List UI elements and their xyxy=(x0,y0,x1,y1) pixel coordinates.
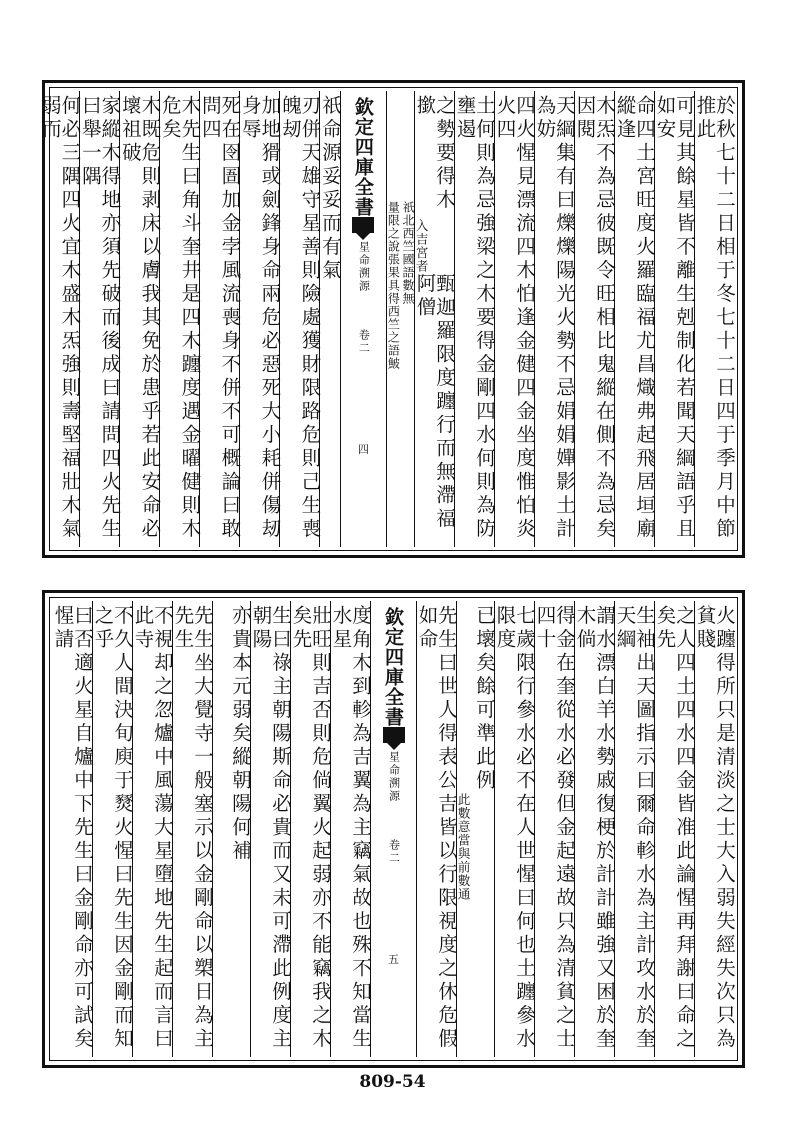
text-column: 生曰祿主朝陽斯命必貴而又未可滯此例度主朝陽 xyxy=(250,601,290,1057)
text-column: 家縱木得地亦須先破而後成曰請問四火先生曰舉一隅 xyxy=(79,91,119,547)
note-line: 此數意當 xyxy=(456,793,472,847)
text-column-with-note xyxy=(414,91,454,547)
folio-number: 五 xyxy=(388,953,399,966)
text-column: 祇命源妥妥而有氣 xyxy=(319,91,340,547)
inline-note xyxy=(457,793,494,901)
text-column: 命四土宮旺度火羅臨福尤昌熾弗起飛居垣廟縱逢 xyxy=(614,91,654,547)
text-column-with-note xyxy=(456,601,494,1057)
text-column: 先生坐大覺寺一般塞示以金剛命以槊日為主先生 xyxy=(172,601,212,1057)
fish-tail-mark-icon xyxy=(352,217,374,233)
text-column: 加地猾或劍鋒身命兩危必惡死大小耗併傷刼身辱 xyxy=(239,91,279,547)
main-text: 甄迦羅限度躔行而無滯福阿僧 xyxy=(413,273,456,532)
text-column: 七歲限行參水必不在人世惺曰何也土躔參水限度 xyxy=(494,601,534,1057)
volume-label: 卷二 xyxy=(387,839,401,865)
text-column: 死在囹圄加金孛風流喪身不併不可概論曰敢問四 xyxy=(199,91,239,547)
text-column: 木既危則剥床以膚我其免於患乎若此安命必壞祖破 xyxy=(119,91,159,547)
top-text-columns xyxy=(38,91,736,547)
page-number: 809-54 xyxy=(359,1072,426,1092)
text-column: 先生曰世人得表公吉皆以行限視度之休危假如命 xyxy=(416,601,456,1057)
text-column: 木先生曰角斗奎井是四木躔度遇金曜健則木危矣 xyxy=(159,91,199,547)
note-line: 祇北西竺國語數無 xyxy=(401,201,415,305)
main-text: 之勢要得木撳 xyxy=(413,95,456,213)
text-column: 可見其餘星皆不離生剋制化若聞天綱語乎且如安 xyxy=(654,91,694,547)
folio-number: 四 xyxy=(357,443,369,456)
text-column: 何必三隅四火宜木盛木炁強則壽堅福壯木氣弱而 xyxy=(38,95,82,542)
banner-book-title xyxy=(355,241,371,355)
text-column: 天綱集有曰爍爍陽光火勢不忌娟娟嬋影土計為妨 xyxy=(534,91,574,547)
note-column-pair xyxy=(386,91,414,547)
text-column: 曰否適火星自爐中下先生曰金剛命亦可試矣惺請 xyxy=(51,605,94,1052)
text-column: 不視却之忽爐中風蕩大星墮地先生起而言曰此寺 xyxy=(132,601,172,1057)
text-column: 之人四土四水四金皆准此論惺再拜謝曰命之矣先 xyxy=(654,601,694,1057)
volume-label: 卷二 xyxy=(357,329,371,355)
text-column: 四火惺見漂流四木怕逢金健四金坐度惟怕炎火四 xyxy=(494,91,534,547)
banner-title: 欽定四庫全書 xyxy=(351,97,374,217)
center-banner xyxy=(370,601,416,1057)
text-column: 木炁不為忌彼既令旺相比鬼縱在側不為忌矣因閱 xyxy=(574,91,614,547)
text-column: 壯旺則吉否則危倘翼火起弱亦不能竊我之木矣先 xyxy=(290,601,330,1057)
banner-book-title xyxy=(386,751,402,865)
bottom-text-columns xyxy=(53,601,734,1057)
text-column: 火躔得所只是清淡之士大入弱失經失次只為貧賤 xyxy=(694,601,734,1057)
fish-tail-mark-icon xyxy=(383,727,405,743)
note-line: 宮者 xyxy=(414,246,430,274)
book-title: 星命溯源 xyxy=(387,751,401,803)
text-column: 度角木到軫為吉翼為主竊氣故也殊不知當生水星 xyxy=(330,601,370,1057)
note-line: 量限之說張果具得西竺之語鮍 xyxy=(386,201,401,370)
note-line: 入吉 xyxy=(414,219,430,247)
text-column: 亦貴本元弱矣縱朝陽何補 xyxy=(212,601,250,1057)
text-column: 得金在奎從水必發但金起遠故只為清貧之士四十 xyxy=(534,601,574,1057)
main-text: 已壞矣餘可準此例 xyxy=(473,605,496,793)
bottom-page-frame xyxy=(42,590,745,1068)
text-column: 土何則為忌強梁之木要得金剛四水何則為防壅遏 xyxy=(454,91,494,547)
text-column: 於秋七十二日相于冬七十二日四于季月中節推此 xyxy=(694,91,734,547)
banner-title: 欽定四庫全書 xyxy=(382,607,404,727)
text-column: 謂水漂白羊水勢戚復梗於計計雖強又困於奎木倘 xyxy=(574,601,614,1057)
top-page-frame xyxy=(38,80,745,558)
text-column: 刃併天雄守星善則險處獲財限路危則己生喪魄刼 xyxy=(279,91,319,547)
center-banner xyxy=(340,91,386,547)
inline-note xyxy=(415,219,454,273)
text-column: 生袖出天圖指示曰爾命軫水為主計攻水於奎天綱 xyxy=(614,601,654,1057)
text-column: 不久人間決旬庾于燹火惺曰先生因金剛而知之乎 xyxy=(92,601,132,1057)
note-line: 與前數通 xyxy=(456,847,472,901)
book-title: 星命溯源 xyxy=(357,241,371,293)
